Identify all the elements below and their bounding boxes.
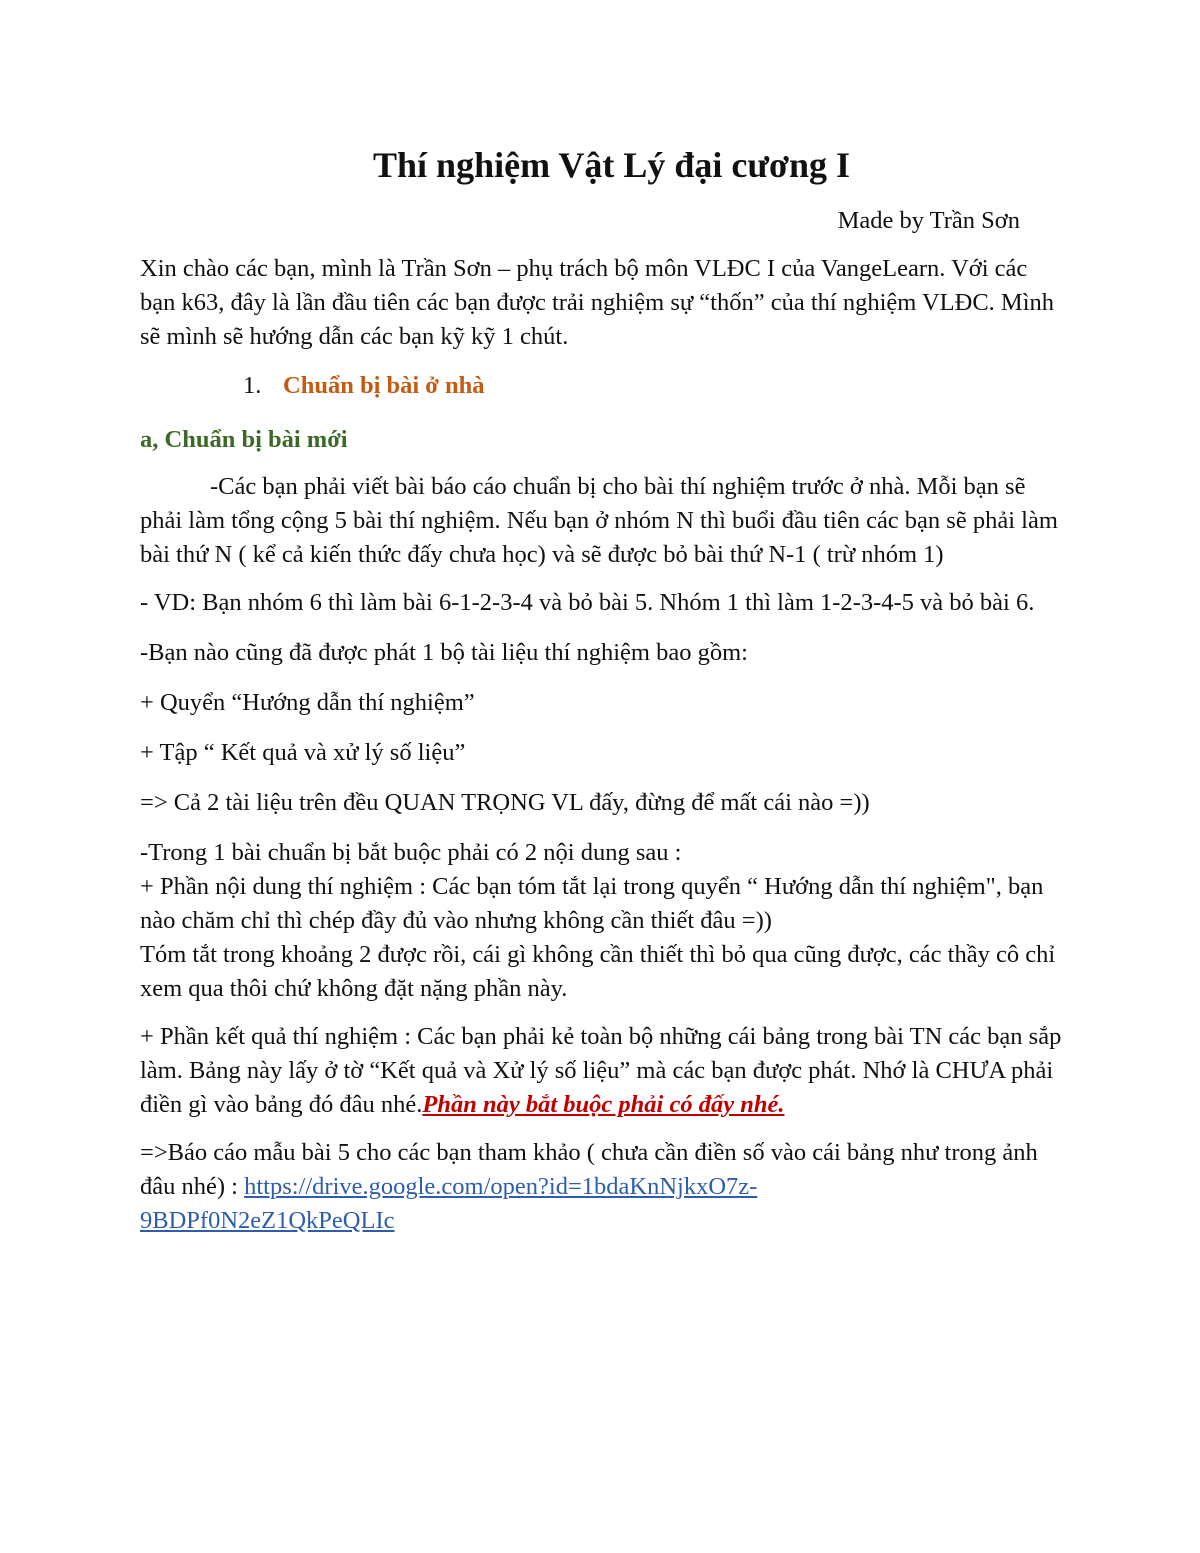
paragraph-required-content: -Trong 1 bài chuẩn bị bắt buộc phải có 2 nội dung sau :: [140, 839, 682, 866]
sample-report-text: =>Báo cáo mẫu bài 5 cho các bạn tham khảo ( chưa cần điền số vào cái bảng như trong ảnh đâu nhé) :: [140, 1139, 1038, 1200]
paragraph-content-summary: + Phần nội dung thí nghiệm : Các bạn tóm tắt lại trong quyển “ Hướng dẫn thí nghiệm", bạn nào chăm chỉ thì chép đầy đủ vào nhưng không cần thiết đâu =)): [140, 873, 1044, 934]
mandatory-emphasis: Phần này bắt buộc phải có đấy nhé.: [422, 1091, 785, 1118]
intro-paragraph: Xin chào các bạn, mình là Trần Sơn – phụ trách bộ môn VLĐC I của VangeLearn. Với các bạn k63, đây là lần đầu tiên các bạn được trải nghiệm sự “thốn” của thí nghiệm VLĐC. Mình sẽ mình sẽ hướng dẫn các bạn kỹ kỹ 1 chút.: [140, 255, 1055, 350]
document-body: [140, 142, 1065, 1238]
paragraph-results-tables: [140, 1020, 1065, 1122]
paragraph-materials: -Bạn nào cũng đã được phát 1 bộ tài liệu thí nghiệm bao gồm:: [140, 639, 748, 666]
page-title: Thí nghiệm Vật Lý đại cương I: [373, 145, 850, 185]
sample-report-link[interactable]: [140, 1173, 1065, 1238]
paragraph-example: - VD: Bạn nhóm 6 thì làm bài 6-1-2-3-4 và bỏ bài 5. Nhóm 1 thì làm 1-2-3-4-5 và bỏ bài 6.: [140, 589, 1035, 616]
subsection-heading-a: a, Chuẩn bị bài mới: [140, 426, 348, 453]
link-text-part2[interactable]: 9BDPf0N2eZ1QkPeQLIc: [140, 1207, 395, 1234]
link-text-part1[interactable]: https://drive.google.com/open?id=1bdaKnNjkxO7z-: [244, 1173, 758, 1200]
section-heading-1: [140, 366, 1065, 406]
paragraph-sample-report: [140, 1136, 1065, 1238]
paragraph-summary-length: Tóm tắt trong khoảng 2 được rồi, cái gì không cần thiết thì bỏ qua cũng được, các thầy cô chỉ xem qua thôi chứ không đặt nặng phần này.: [140, 941, 1056, 1002]
section-number: 1.: [243, 372, 262, 399]
author-byline: Made by Trần Sơn: [837, 207, 1020, 234]
paragraph-group-rule: -Các bạn phải viết bài báo cáo chuẩn bị cho bài thí nghiệm trước ở nhà. Mỗi bạn sẽ phải làm tổng cộng 5 bài thí nghiệm. Nếu bạn ở nhóm N thì buổi đầu tiên các bạn sẽ phải làm bài thứ N ( kể cả kiến thức đấy chưa học) và sẽ được bỏ bài thứ N-1 ( trừ nhóm 1): [140, 473, 1058, 568]
results-tables-text: + Phần kết quả thí nghiệm : Các bạn phải kẻ toàn bộ những cái bảng trong bài TN các bạn sắp làm. Bảng này lấy ở tờ “Kết quả và Xử lý số liệu” mà các bạn được phát. Nhớ là CHƯA phải điền gì vào bảng đó đâu nhé.: [140, 1023, 1062, 1118]
list-item-guide-book: + Quyển “Hướng dẫn thí nghiệm”: [140, 689, 475, 716]
list-item-results-booklet: + Tập “ Kết quả và xử lý số liệu”: [140, 739, 466, 766]
paragraph-important-note: => Cả 2 tài liệu trên đều QUAN TRỌNG VL đấy, đừng để mất cái nào =)): [140, 789, 870, 816]
section-title: Chuẩn bị bài ở nhà: [283, 372, 485, 399]
